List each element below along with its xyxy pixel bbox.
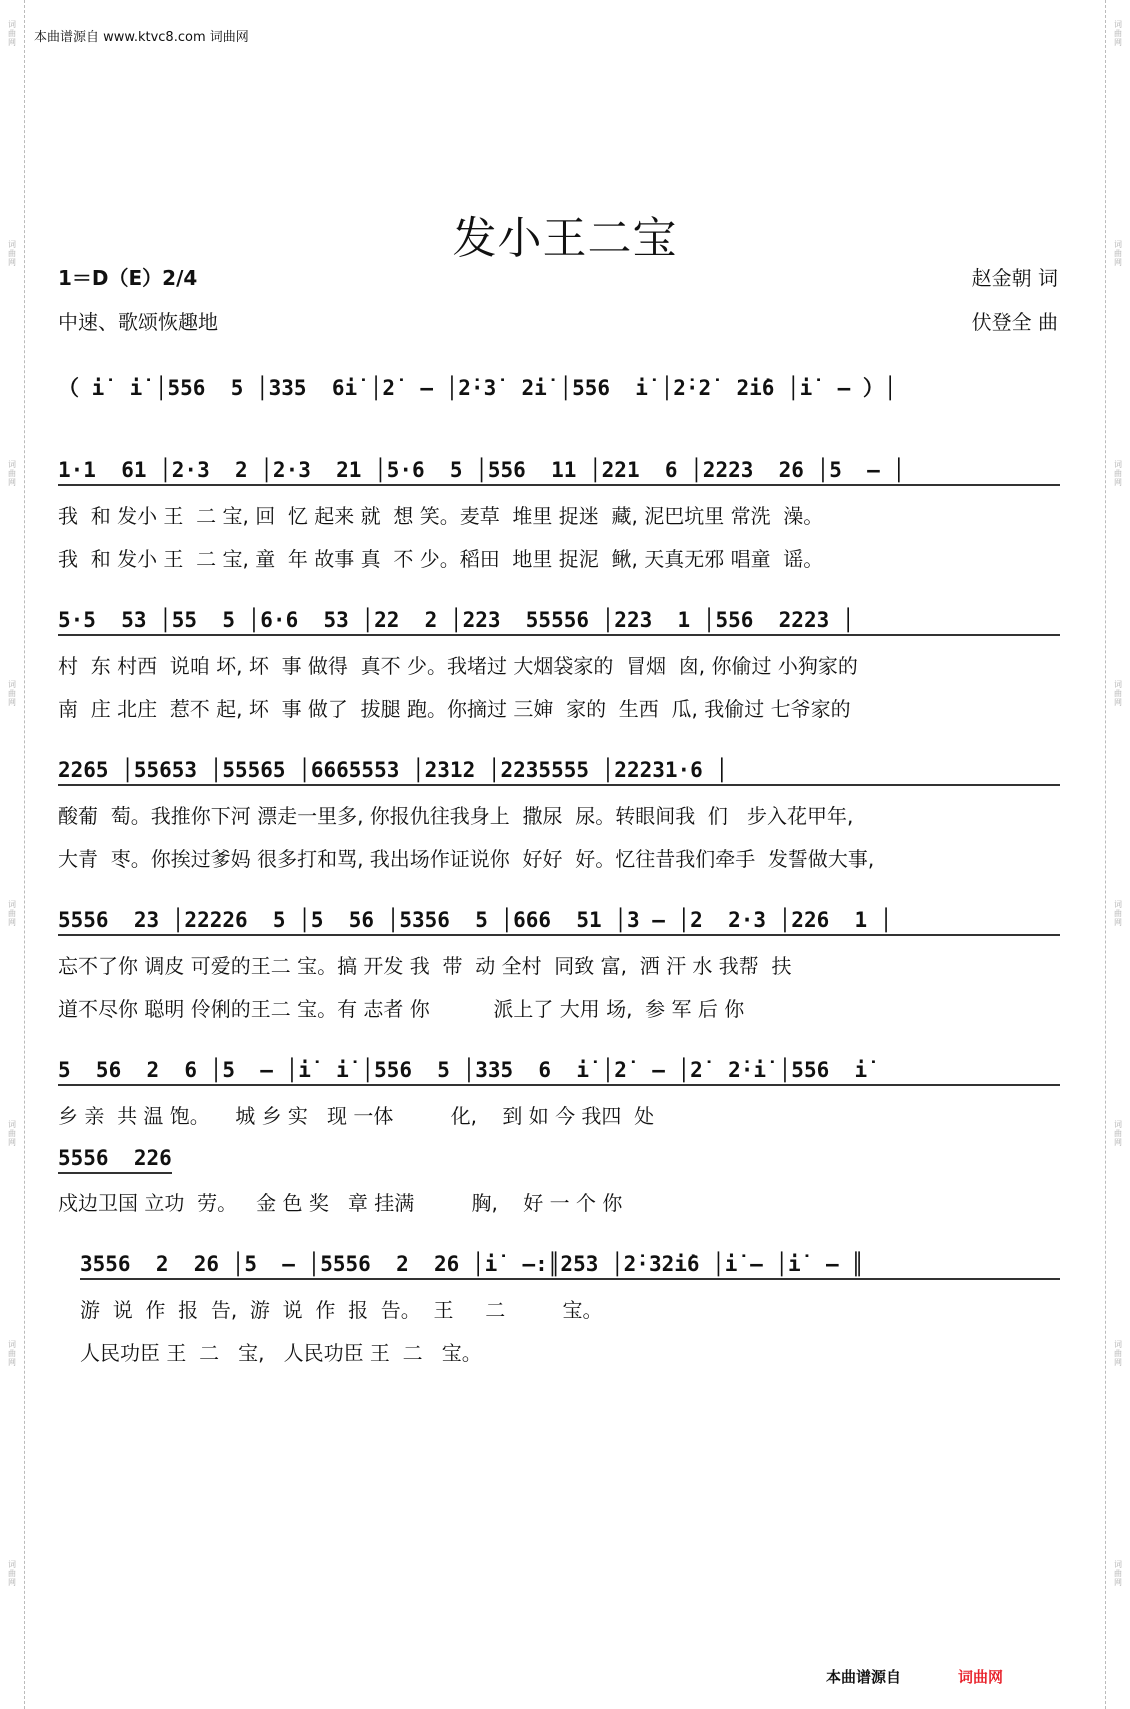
watermark: 词 曲 网 — [8, 460, 16, 487]
intro-notation: （ i̇ i̇ │556 5 │335 6i̇ │2̇ — │2̇·3̇ 2̇i̇ │556 i̇ │2̇·2̇ 2̇i̇6 │i̇ — ）│ — [58, 376, 897, 400]
lyrics-verse-1: 村 东 村西 说咱 坏, 坏 事 做得 真不 少。我堵过 大烟袋家的 冒烟 囱, 你偷过 小狗家的 — [58, 654, 858, 678]
watermark: 词 曲 网 — [1114, 1120, 1122, 1147]
watermark: 词 曲 网 — [8, 680, 16, 707]
watermark: 词 曲 网 — [8, 240, 16, 267]
footer-site-link[interactable]: 词曲网 — [958, 1668, 1004, 1686]
notation-row: 5556 226 — [58, 1146, 172, 1174]
lyrics-verse-1: 游 说 作 报 告, 游 说 作 报 告。 王 二 宝。 — [80, 1298, 603, 1322]
watermark: 词 曲 网 — [8, 20, 16, 47]
tempo-marking: 中速、歌颂恢趣地 — [58, 310, 218, 334]
watermark: 词 曲 网 — [1114, 1560, 1122, 1587]
lyrics-verse-1: 忘不了你 调皮 可爱的王二 宝。搞 开发 我 带 动 全村 同致 富, 洒 汗 水 我帮 扶 — [58, 954, 792, 978]
watermark: 词 曲 网 — [8, 1120, 16, 1147]
notation-row: 2265 │55653 │55565 │6665553 │2312 │2235555 │22231·6 │ — [58, 758, 1060, 786]
notation-row: 5·5 53 │55 5 │6·6 53 │22 2 │223 55556 │223 1 │556 2223 │ — [58, 608, 1060, 636]
lyrics-verse-2: 大青 枣。你挨过爹妈 很多打和骂, 我出场作证说你 好好 好。忆往昔我们牵手 发誓做大事, — [58, 847, 875, 871]
watermark: 词 曲 网 — [1114, 20, 1122, 47]
song-title: 发小王二宝 — [452, 213, 678, 264]
watermark: 词 曲 网 — [1114, 460, 1122, 487]
watermark: 词 曲 网 — [8, 900, 16, 927]
lyrics-verse-1: 戍边卫国 立功 劳。 金 色 奖 章 挂满 胸, 好 一 个 你 — [58, 1191, 623, 1215]
composer-credit: 伏登全 曲 — [971, 310, 1058, 334]
lyrics-verse-2: 南 庄 北庄 惹不 起, 坏 事 做了 拔腿 跑。你摘过 三婶 家的 生西 瓜, 我偷过 七爷家的 — [58, 697, 851, 721]
lyrics-verse-1: 酸葡 萄。我推你下河 漂走一里多, 你报仇往我身上 撒尿 尿。转眼间我 们 步入花甲年, — [58, 804, 854, 828]
notation-row: 5556 23 │22226 5 │5 56 │5356 5 │666 51 │3 — │2 2·3 │226 1 │ — [58, 908, 1060, 936]
lyricist-credit: 赵金朝 词 — [971, 266, 1058, 290]
notation-row: 5 56 2 6 │5 — │i̇ i̇ │556 5 │335 6 i̇ │2̇ — │2̇ 2̇·i̇ │556 i̇ — [58, 1058, 1060, 1086]
footer-source-label: 本曲谱源自 — [826, 1668, 902, 1686]
watermark: 词 曲 网 — [1114, 680, 1122, 707]
lyrics-verse-2: 人民功臣 王 二 宝, 人民功臣 王 二 宝。 — [80, 1341, 482, 1365]
watermark: 词 曲 网 — [8, 1340, 16, 1367]
key-signature: 1＝D（E）2/4 — [58, 266, 198, 290]
watermark: 词 曲 网 — [1114, 1340, 1122, 1367]
watermark: 词 曲 网 — [1114, 240, 1122, 267]
notation-row: 1·1 61 │2·3 2 │2·3 21 │5·6 5 │556 11 │221 6 │2223 26 │5 — │ — [58, 458, 1060, 486]
watermark: 词 曲 网 — [8, 1560, 16, 1587]
lyrics-verse-2: 道不尽你 聪明 伶俐的王二 宝。有 志者 你 派上了 大用 场, 参 军 后 你 — [58, 997, 745, 1021]
lyrics-verse-1: 乡 亲 共 温 饱。 城 乡 实 现 一体 化, 到 如 今 我四 处 — [58, 1104, 655, 1128]
lyrics-verse-1: 我 和 发小 王 二 宝, 回 忆 起来 就 想 笑。麦草 堆里 捉迷 藏, 泥巴坑里 常洗 澡。 — [58, 504, 824, 528]
notation-row: 3556 2 26 │5 — │5556 2 26 │i̇ —:║253 │2̇·32i̇6 │i̇ — │i̇ — ║ — [80, 1252, 1060, 1280]
source-line: 本曲谱源自 www.ktvc8.com 词曲网 — [34, 30, 249, 45]
lyrics-verse-2: 我 和 发小 王 二 宝, 童 年 故事 真 不 少。稻田 地里 捉泥 鳅, 天真无邪 唱童 谣。 — [58, 547, 824, 571]
watermark: 词 曲 网 — [1114, 900, 1122, 927]
